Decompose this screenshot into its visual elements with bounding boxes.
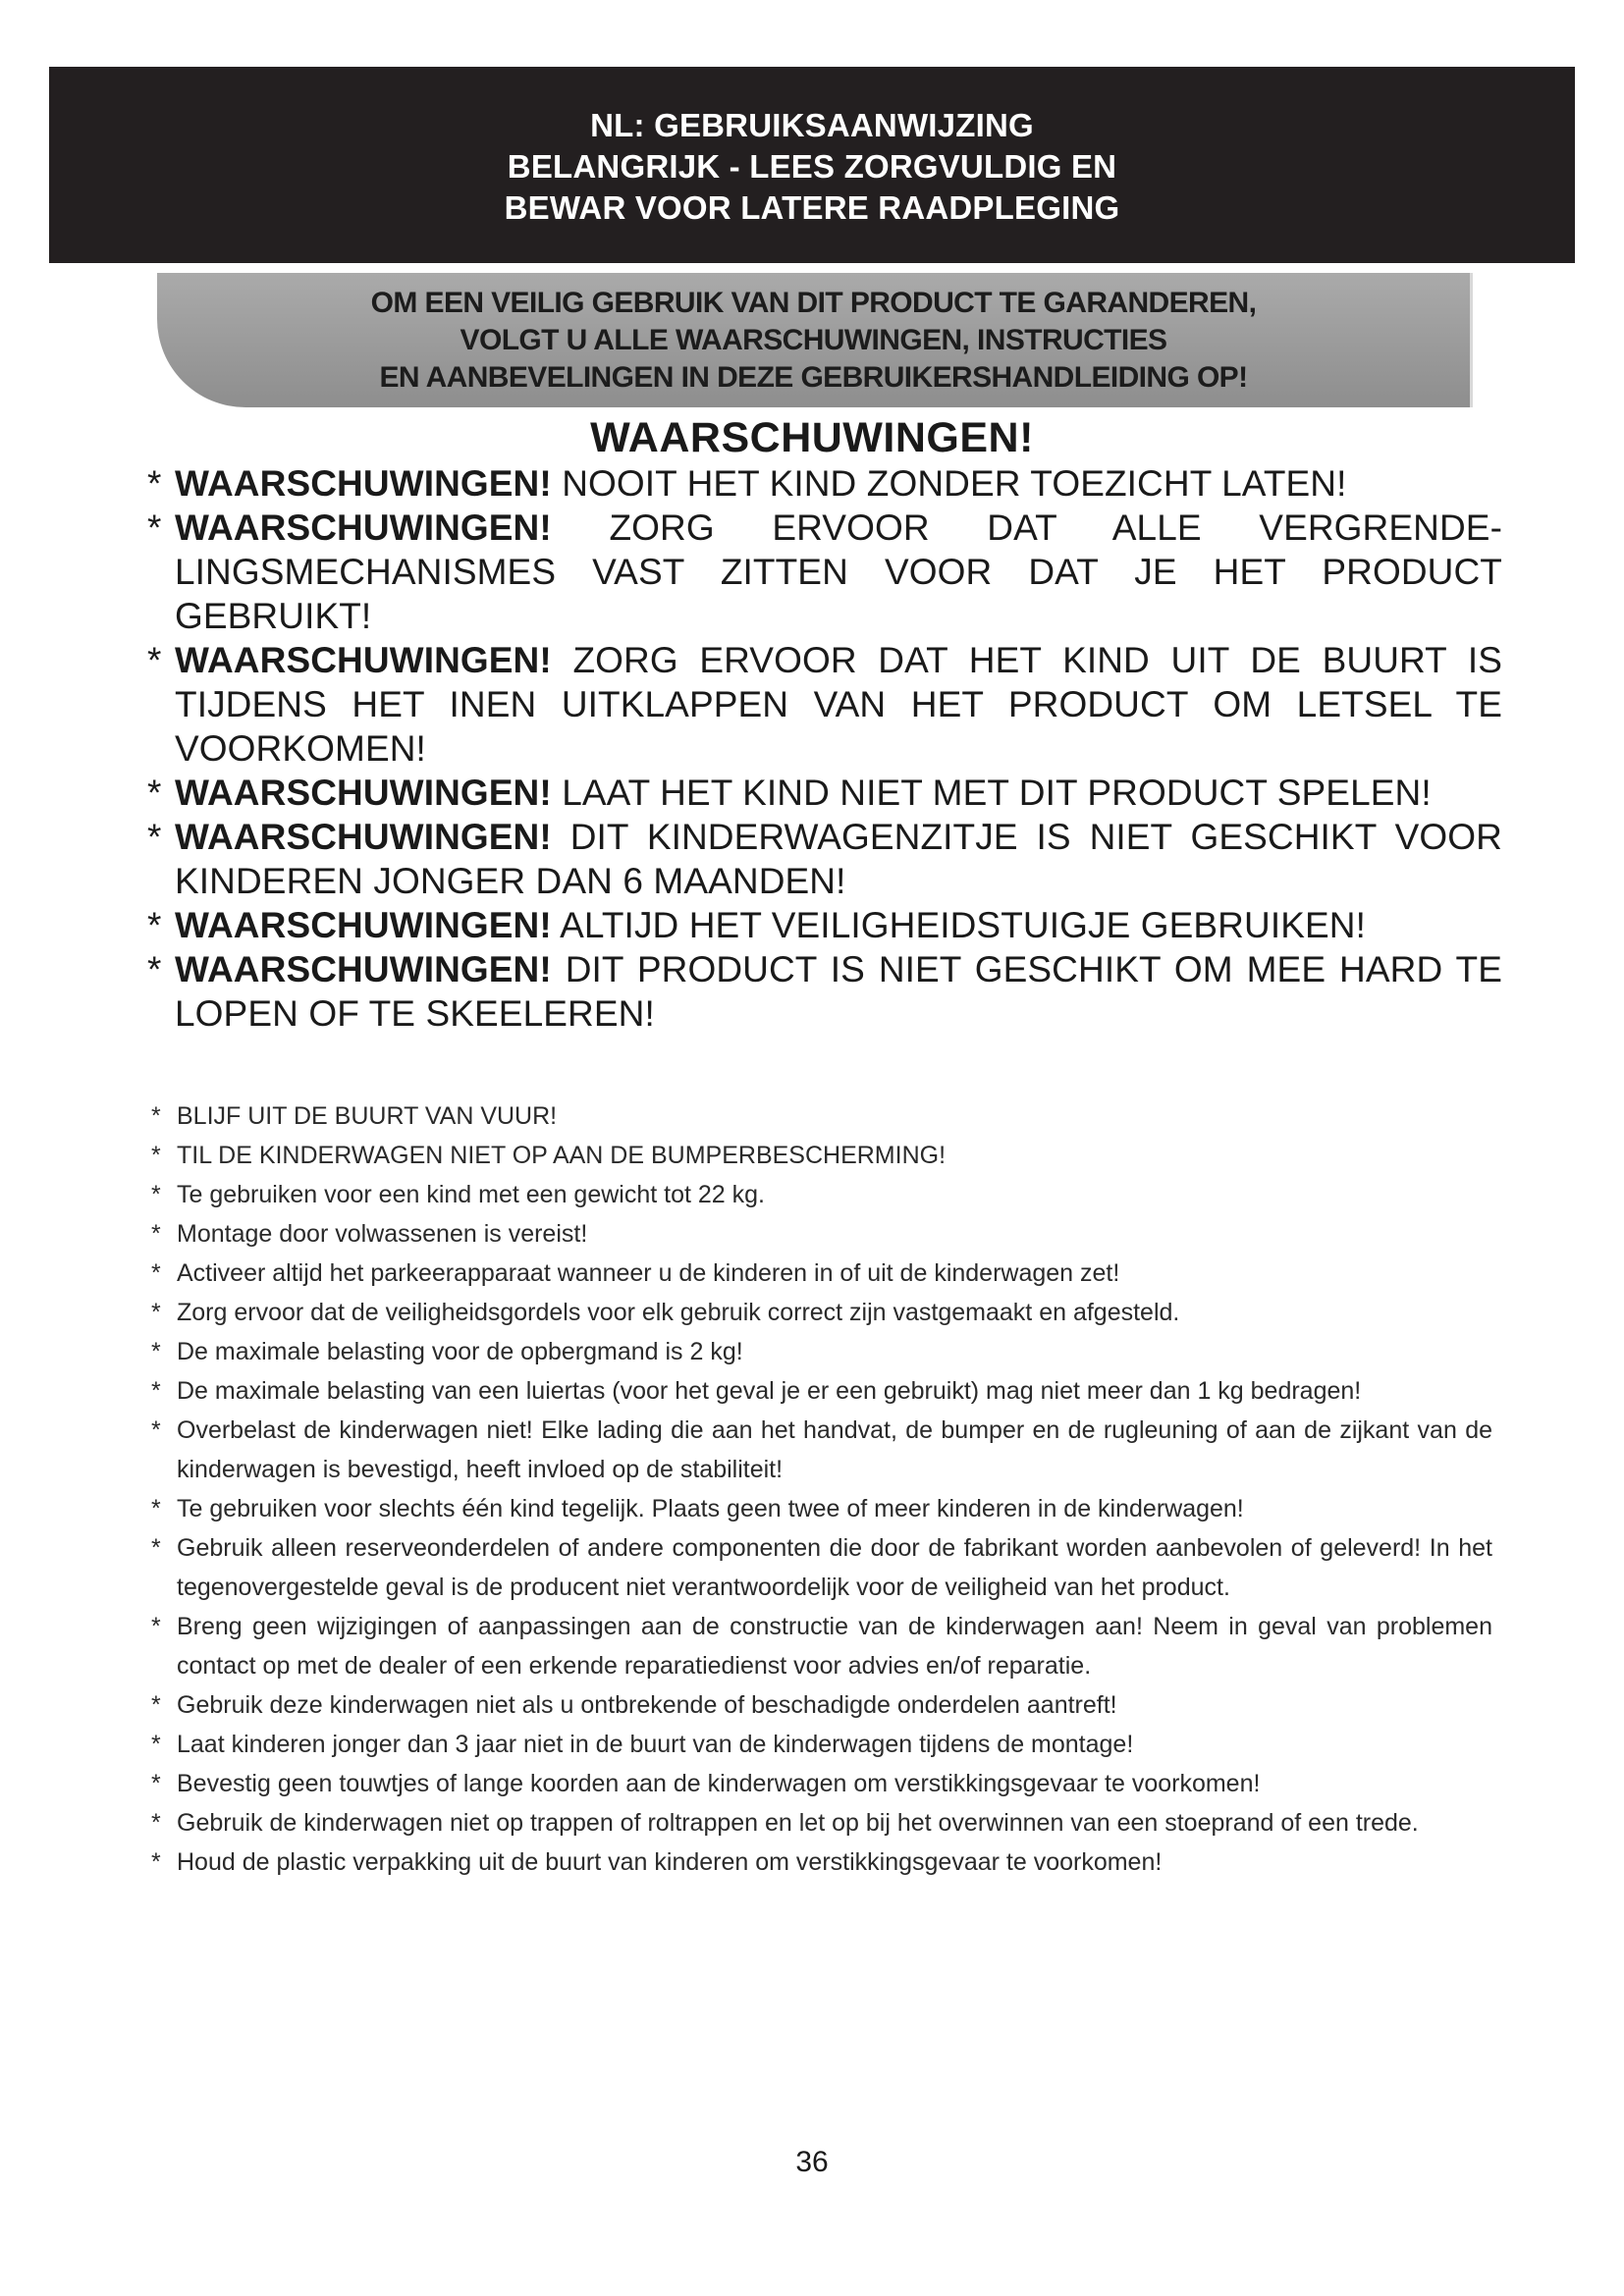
rule-item [147,1725,1492,1764]
bullet-asterisk: * [151,1181,161,1208]
safety-notice-line: OM EEN VEILIG GEBRUIK VAN DIT PRODUCT TE GARANDEREN, [370,286,1257,319]
rule-text: Activeer altijd het parkeerapparaat wanneer u de kinderen in of uit de kinderwagen zet! [177,1259,1120,1287]
rule-text: BLIJF UIT DE BUURT VAN VUUR! [177,1102,558,1130]
rule-item [147,1254,1492,1293]
rule-item [147,1842,1492,1882]
warning-text: ALTIJD HET VEILIGHEIDSTUIGJE GEBRUIKEN! [551,905,1366,945]
bullet-asterisk: * [151,1691,161,1719]
warning-text: LAAT HET KIND NIET MET DIT PRODUCT SPELEN! [551,773,1432,813]
rule-item [147,1371,1492,1411]
warning-text: DIT KINDERWAGENZITJE IS NIET GESCHIKT VOOR KINDEREN JONGER DAN 6 MAANDEN! [175,817,1502,901]
header-important-notice: BELANGRIJK - LEES ZORGVULDIG EN [507,148,1117,185]
page-number: 36 [795,2146,829,2178]
warnings-heading: WAARSCHUWINGEN! [590,414,1034,461]
rule-text: Overbelast de kinderwagen niet! Elke lading die aan het handvat, de bumper en de rugleuning of aan de zijkant van de kinderwagen is bevestigd, heeft invloed op de stabiliteit! [177,1416,1492,1483]
bullet-asterisk: * [151,1377,161,1405]
warning-label: WAARSCHUWINGEN! [175,507,552,548]
rule-item [147,1214,1492,1254]
rule-text: Breng geen wijzigingen of aanpassingen aan de constructie van de kinderwagen aan! Neem in geval van problemen contact op met de dealer of een erkende reparatiedienst voor advies en/of reparatie. [177,1613,1492,1680]
warning-item [147,903,1502,947]
bullet-asterisk: * [147,905,162,945]
header-keep-notice: BEWAR VOOR LATERE RAADPLEGING [504,189,1120,226]
bullet-asterisk: * [151,1220,161,1248]
rule-text: De maximale belasting voor de opbergmand is 2 kg! [177,1338,743,1365]
bullet-asterisk: * [151,1102,161,1130]
warning-label: WAARSCHUWINGEN! [175,463,552,504]
bullet-asterisk: * [147,640,162,680]
safety-rules-list [147,1096,1492,1882]
bullet-asterisk: * [151,1338,161,1365]
bullet-asterisk: * [147,507,162,548]
rule-item [147,1489,1492,1528]
bullet-asterisk: * [151,1809,161,1837]
warning-label: WAARSCHUWINGEN! [175,949,552,989]
header-language-title: NL: GEBRUIKSAANWIJZING [590,107,1034,143]
safety-notice-line: VOLGT U ALLE WAARSCHUWINGEN, INSTRUCTIES [460,323,1167,356]
major-warnings-list [147,461,1502,1036]
rule-text: TIL DE KINDERWAGEN NIET OP AAN DE BUMPERBESCHERMING! [177,1142,947,1169]
rule-item [147,1764,1492,1803]
bullet-asterisk: * [147,817,162,857]
bullet-asterisk: * [151,1495,161,1522]
rule-item [147,1136,1492,1175]
warning-item [147,947,1502,1036]
bullet-asterisk: * [151,1299,161,1326]
rule-text: Laat kinderen jonger dan 3 jaar niet in de buurt van de kinderwagen tijdens de montage! [177,1731,1134,1758]
rule-item [147,1175,1492,1214]
bullet-asterisk: * [147,463,162,504]
rule-text: Te gebruiken voor slechts één kind tegelijk. Plaats geen twee of meer kinderen in de kinderwagen! [177,1495,1244,1522]
rule-item [147,1803,1492,1842]
bullet-asterisk: * [147,773,162,813]
rule-item [147,1096,1492,1136]
rule-text: Gebruik de kinderwagen niet op trappen of roltrappen en let op bij het overwinnen van een stoeprand of een trede. [177,1809,1419,1837]
warning-item [147,506,1502,638]
rule-text: Houd de plastic verpakking uit de buurt van kinderen om verstikkingsgevaar te voorkomen! [177,1848,1163,1876]
warning-text: ZORG ERVOOR DAT ALLE VERGRENDE-LINGSMECHANISMES VAST ZITTEN VOOR DAT JE HET PRODUCT GEBRUIKT! [175,507,1502,636]
warning-item [147,815,1502,903]
warning-text: NOOIT HET KIND ZONDER TOEZICHT LATEN! [551,463,1347,504]
bullet-asterisk: * [151,1731,161,1758]
warning-text: DIT PRODUCT IS NIET GESCHIKT OM MEE HARD TE LOPEN OF TE SKEELEREN! [175,949,1502,1034]
bullet-asterisk: * [151,1534,161,1562]
rule-item [147,1332,1492,1371]
rule-item [147,1685,1492,1725]
rule-text: Gebruik deze kinderwagen niet als u ontbrekende of beschadigde onderdelen aantreft! [177,1691,1117,1719]
bullet-asterisk: * [151,1613,161,1640]
warning-item [147,638,1502,771]
warning-label: WAARSCHUWINGEN! [175,640,552,680]
bullet-asterisk: * [147,949,162,989]
warning-item [147,461,1502,506]
warning-text: ZORG ERVOOR DAT HET KIND UIT DE BUURT IS TIJDENS HET INEN UITKLAPPEN VAN HET PRODUCT OM LETSEL TE VOORKOMEN! [175,640,1502,769]
warning-label: WAARSCHUWINGEN! [175,773,552,813]
warning-item [147,771,1502,815]
rule-item [147,1528,1492,1607]
bullet-asterisk: * [151,1142,161,1169]
warning-label: WAARSCHUWINGEN! [175,905,552,945]
rule-text: De maximale belasting van een luiertas (voor het geval je er een gebruikt) mag niet meer dan 1 kg bedragen! [177,1377,1362,1405]
safety-notice-line: EN AANBEVELINGEN IN DEZE GEBRUIKERSHANDLEIDING OP! [379,360,1248,394]
bullet-asterisk: * [151,1848,161,1876]
rule-text: Bevestig geen touwtjes of lange koorden aan de kinderwagen om verstikkingsgevaar te voorkomen! [177,1770,1261,1797]
rule-item [147,1411,1492,1489]
safety-notice-box [157,273,1473,407]
bullet-asterisk: * [151,1416,161,1444]
rule-text: Montage door volwassenen is vereist! [177,1220,588,1248]
rule-text: Zorg ervoor dat de veiligheidsgordels voor elk gebruik correct zijn vastgemaakt en afgesteld. [177,1299,1180,1326]
rule-text: Te gebruiken voor een kind met een gewicht tot 22 kg. [177,1181,765,1208]
warning-label: WAARSCHUWINGEN! [175,817,552,857]
rule-text: Gebruik alleen reserveonderdelen of andere componenten die door de fabrikant worden aanbevolen of geleverd! In het tegenovergestelde geval is de producent niet verantwoordelijk voor de veiligheid van het product. [177,1534,1492,1601]
rule-item [147,1607,1492,1685]
rule-item [147,1293,1492,1332]
bullet-asterisk: * [151,1259,161,1287]
bullet-asterisk: * [151,1770,161,1797]
manual-header-banner [49,67,1575,263]
